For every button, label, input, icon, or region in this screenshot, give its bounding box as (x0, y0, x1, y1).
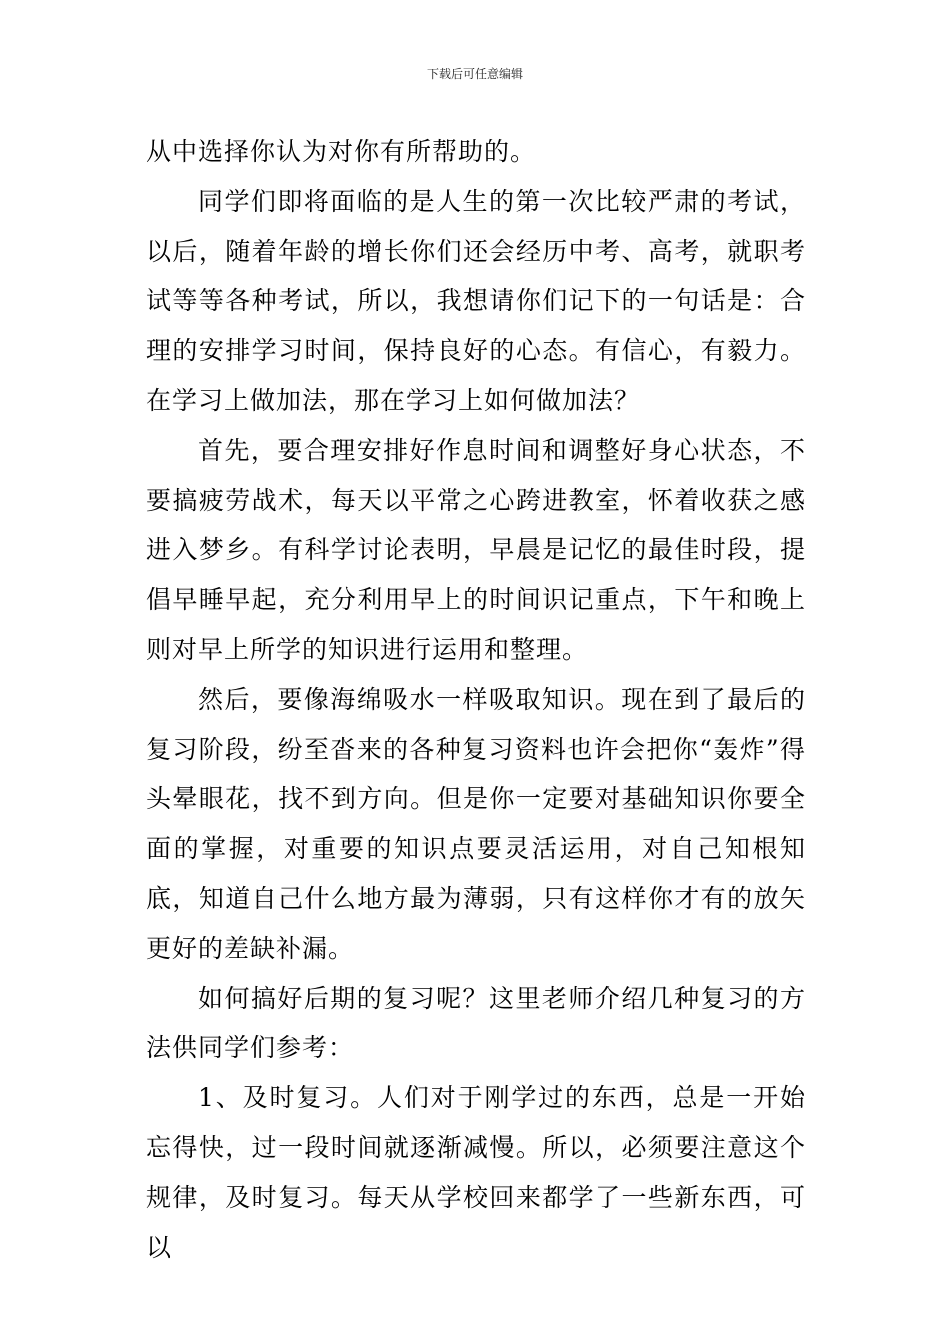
paragraph-timely-review: 1、及时复习。人们对于刚学过的东西，总是一开始忘得快，过一段时间就逐渐减慢。所以，必须要注意这个规律，及时复习。每天从学校回来都学了一些新东西，可以 (146, 1083, 806, 1262)
paragraph-review-methods: 如何搞好后期的复习呢？这里老师介绍几种复习的方法供同学们参考： (146, 983, 806, 1063)
paragraph-exam-advice: 同学们即将面临的是人生的第一次比较严肃的考试，以后，随着年龄的增长你们还会经历中考、高考，就职考试等等各种考试，所以，我想请你们记下的一句话是：合理的安排学习时间，保持良好的心态。有信心，有毅力。在学习上做加法，那在学习上如何做加法？ (146, 186, 806, 415)
page-header: 下载后可任意编辑 (426, 67, 523, 81)
paragraph-absorb-knowledge: 然后，要像海绵吸水一样吸取知识。现在到了最后的复习阶段，纷至沓来的各种复习资料也许会把你“轰炸”得头晕眼花，找不到方向。但是你一定要对基础知识你要全面的掌握，对重要的知识点要灵活运用，对自己知根知底，知道自己什么地方最为薄弱，只有这样你才有的放矢更好的差缺补漏。 (146, 684, 806, 963)
document-body (146, 127, 806, 1272)
paragraph-schedule: 首先，要合理安排好作息时间和调整好身心状态，不要搞疲劳战术，每天以平常之心跨进教室，怀着收获之感进入梦乡。有科学讨论表明，早晨是记忆的最佳时段，提倡早睡早起，充分利用早上的时间识记重点，下午和晚上则对早上所学的知识进行运用和整理。 (146, 435, 806, 664)
paragraph-continuation: 从中选择你认为对你有所帮助的。 (146, 137, 537, 166)
